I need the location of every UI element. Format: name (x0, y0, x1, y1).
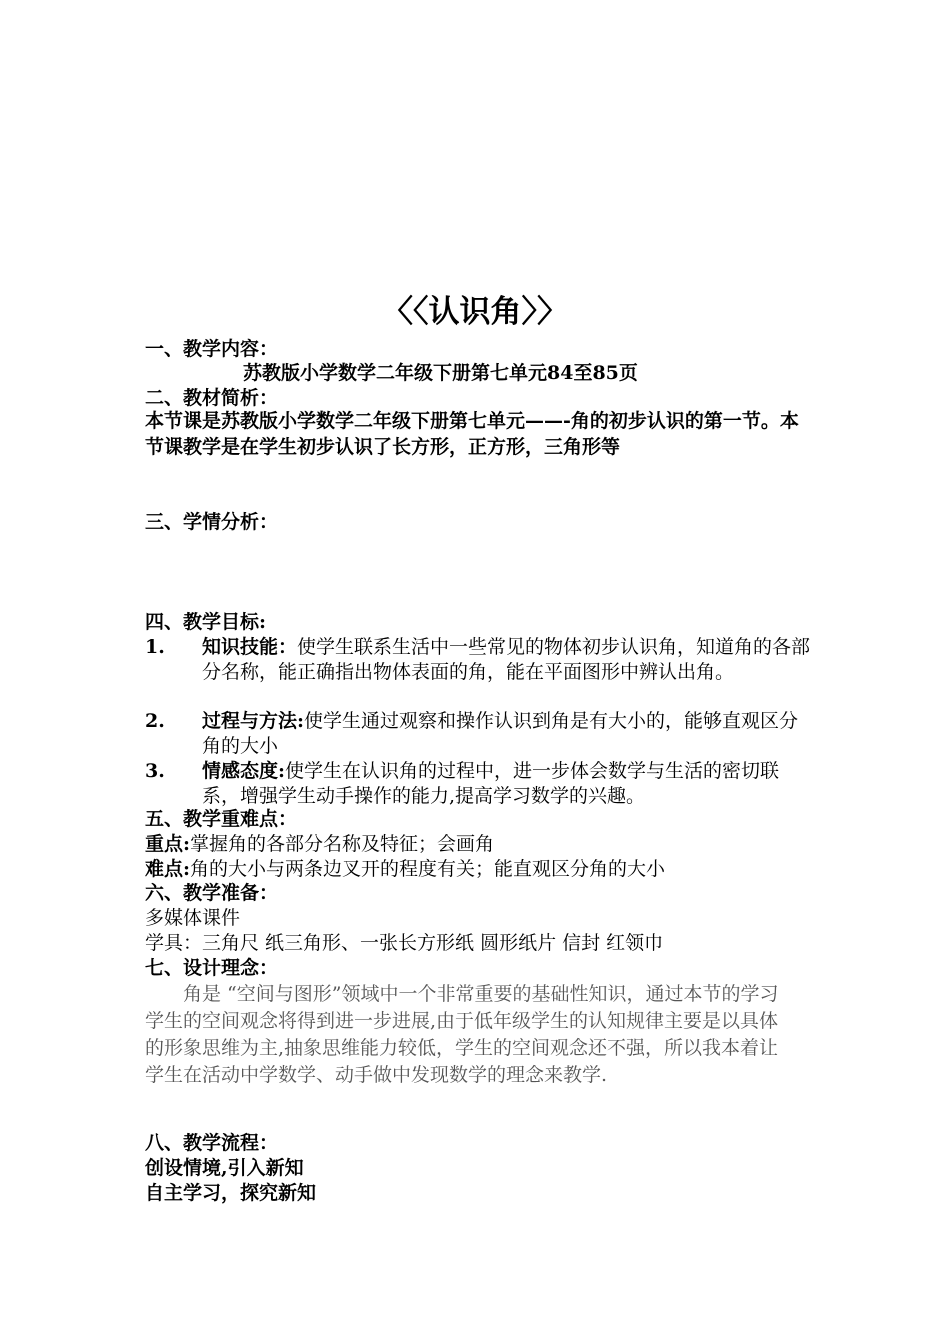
section-1-heading: 一、教学内容： (145, 338, 279, 360)
goal-1-key: 知识技能： (202, 636, 298, 658)
goal-2-key: 过程与方法: (202, 710, 305, 732)
prep-line-2: 学具：三角尺 纸三角形、一张长方形纸 圆形纸片 信封 红领巾 (145, 932, 664, 954)
flow-step-1: 创设情境,引入新知 (145, 1157, 304, 1179)
difficult-point-text: 角的大小与两条边叉开的程度有关；能直观区分角的大小 (190, 858, 666, 880)
section-4-heading: 四、教学目标: (145, 611, 267, 633)
goal-1-text: 使学生联系生活中一些常见的物体初步认识角，知道角的各部分名称，能正确指出物体表面的角，能在平面图形中辨认出角。 (202, 636, 811, 683)
key-point-text: 掌握角的各部分名称及特征；会画角 (190, 833, 495, 855)
goal-1-number: 1. (145, 636, 165, 658)
goal-2 (202, 709, 812, 758)
goal-2-text: 使学生通过观察和操作认识到角是有大小的，能够直观区分角的大小 (202, 710, 799, 757)
key-point-label: 重点: (145, 833, 191, 855)
section-8-heading: 八、教学流程： (145, 1132, 279, 1154)
goal-3-key: 情感态度: (202, 760, 286, 782)
document-title: 〈〈认识角〉〉 (382, 294, 568, 330)
section-1-content: 苏教版小学数学二年级下册第七单元84至85页 (243, 362, 638, 384)
section-2-heading: 二、教材简析： (145, 387, 279, 409)
section-7-content: 角是 “空间与图形”领域中一个非常重要的基础性知识，通过本节的学习学生的空间观念将得到进一步进展,由于低年级学生的认知规律主要是以具体的形象思维为主,抽象思维能力较低，学生的空间观念还不强，所以我本着让学生在活动中学数学、动手做中发现数学的理念来教学. (145, 983, 779, 1086)
section-5-heading: 五、教学重难点： (145, 808, 298, 830)
section-3-heading: 三、学情分析： (145, 511, 279, 533)
difficult-point-label: 难点: (145, 858, 191, 880)
goal-1 (202, 635, 812, 684)
difficult-point (145, 857, 665, 881)
section-2-content: 本节课是苏教版小学数学二年级下册第七单元——-角的初步认识的第一节。本节课教学是在学生初步认识了长方形，正方形，三角形等 (145, 410, 799, 458)
key-point (145, 832, 494, 856)
flow-step-2: 自主学习，探究新知 (145, 1182, 317, 1204)
prep-line-1: 多媒体课件 (145, 907, 241, 929)
section-6-heading: 六、教学准备： (145, 882, 279, 904)
goal-3-number: 3. (145, 760, 165, 782)
section-7-heading: 七、设计理念： (145, 957, 279, 979)
goal-2-number: 2. (145, 710, 165, 732)
goal-3-text: 使学生在认识角的过程中，进一步体会数学与生活的密切联系，增强学生动手操作的能力,提高学习数学的兴趣。 (202, 760, 780, 807)
goal-3 (202, 759, 812, 808)
